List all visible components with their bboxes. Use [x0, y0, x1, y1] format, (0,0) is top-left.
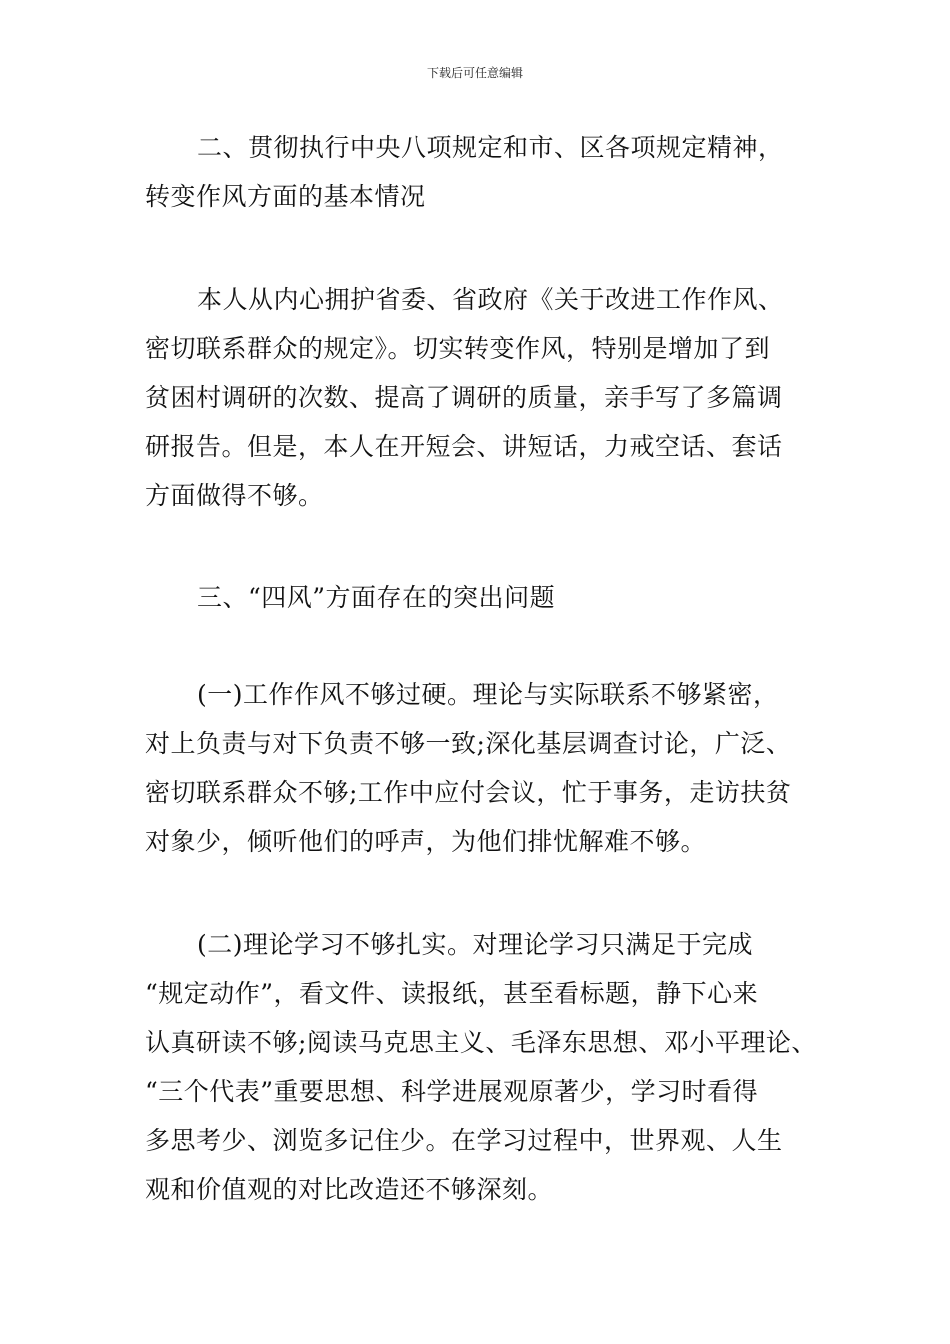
- paragraph-line: (二)理论学习不够扎实。对理论学习只满足于完成: [197, 930, 754, 959]
- paragraph-line: 本人从内心拥护省委、省政府《关于改进工作作风、: [197, 285, 784, 314]
- paragraph-theory-study: [145, 920, 815, 1214]
- paragraph-line: 方面做得不够。: [145, 481, 324, 510]
- paragraph-line: 研报告。但是，本人在开短会、讲短话，力戒空话、套话: [145, 432, 783, 461]
- paragraph-line: 对上负责与对下负责不够一致;深化基层调查讨论，广泛、: [145, 729, 792, 758]
- paragraph-line: “三个代表”重要思想、科学进展观原著少，学习时看得: [145, 1077, 759, 1106]
- heading-line: 转变作风方面的基本情况: [145, 182, 426, 211]
- section-heading-two: [145, 123, 815, 221]
- paragraph-line: 密切联系群众的规定》。切实转变作风，特别是增加了到: [145, 334, 771, 363]
- paragraph-line: 密切联系群众不够;工作中应付会议，忙于事务，走访扶贫: [145, 778, 792, 807]
- paragraph-line: (一)工作作风不够过硬。理论与实际联系不够紧密，: [197, 680, 779, 709]
- download-note: 下载后可任意编辑: [426, 66, 523, 80]
- paragraph-line: 观和价值观的对比改造还不够深刻。: [145, 1175, 554, 1204]
- paragraph-style-support: [145, 275, 815, 520]
- paragraph-line: 贫困村调研的次数、提高了调研的质量，亲手写了多篇调: [145, 383, 783, 412]
- paragraph-line: 多思考少、浏览多记住少。在学习过程中，世界观、人生: [145, 1126, 783, 1155]
- paragraph-work-style: [145, 670, 815, 866]
- paragraph-line: 对象少，倾听他们的呼声，为他们排忧解难不够。: [145, 827, 707, 856]
- paragraph-line: 认真研读不够;阅读马克思主义、毛泽东思想、邓小平理论、: [145, 1028, 817, 1057]
- section-heading-three: [145, 573, 815, 622]
- paragraph-line: “规定动作”，看文件、读报纸，甚至看标题，静下心来: [145, 979, 759, 1008]
- heading-line: 三、“四风”方面存在的突出问题: [197, 583, 556, 612]
- heading-line: 二、贯彻执行中央八项规定和市、区各项规定精神，: [197, 133, 784, 162]
